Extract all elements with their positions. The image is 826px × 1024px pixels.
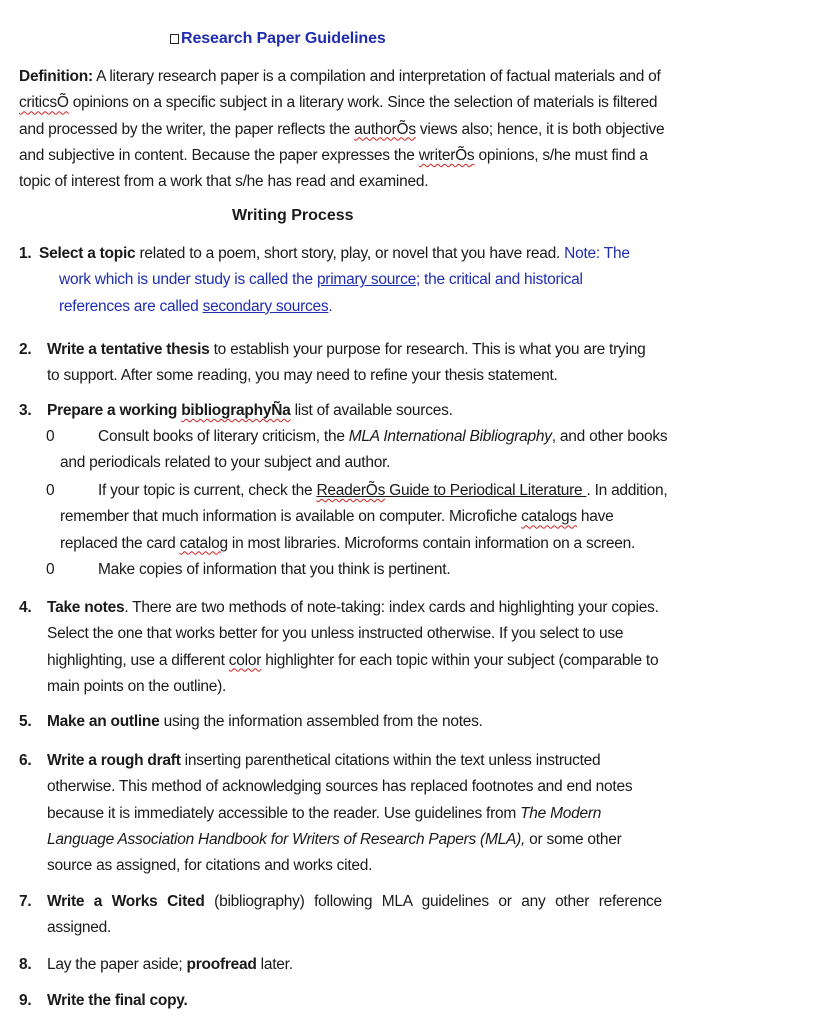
step-2 [19,337,809,390]
definition-text: views also; hence, it is both objective [415,120,665,138]
step-heading: Write a rough draft [47,752,181,769]
step-line [19,831,622,848]
step-number: 4. [19,599,32,616]
note-line [19,298,332,315]
subitem-text: replaced the card [60,534,180,552]
subitem-line [46,508,614,525]
bullet-marker: 0 [46,561,55,578]
step-text: list of available sources. [290,402,453,419]
misspelled-word[interactable]: color [228,651,262,669]
subitem-text: If your topic is current, check the [98,482,317,499]
step-heading: Write the final copy. [47,992,188,1009]
link-text: Guide to Periodical Literature [385,482,587,499]
step-number: 7. [19,893,32,910]
step-5 [19,709,809,735]
step-heading: Prepare a working [47,402,182,419]
secondary-sources-link[interactable]: secondary sources [202,297,329,315]
italic-title: MLA International Bibliography [348,428,552,445]
step-text: because it is immediately accessible to the reader. Use guidelines from [47,804,521,822]
section-heading: Writing Process [232,207,354,224]
step-heading: Take notes [47,599,125,616]
misspelled-word[interactable]: catalogs [521,508,577,526]
step-text: highlighter for each topic within your subject (comparable to [261,651,659,669]
step-text: (bibliography) following MLA guidelines or any other reference [204,893,662,910]
subitem-text: remember that much information is available on computer. Microfiche [60,508,522,526]
step-number: 9. [19,992,32,1009]
step-text: related to a poem, short story, play, or novel that you have read. [135,245,565,262]
subitem-text: , and other books [551,428,668,445]
step-text: to establish your purpose for research. This is what you are trying [209,341,646,358]
step-text: using the information assembled from the notes. [159,713,483,730]
step-8 [19,952,809,978]
bullet-marker: 0 [46,482,55,499]
document-title [170,30,386,48]
note-text: work which is under study is called the [59,271,317,289]
misspelled-word[interactable]: criticsÕ [19,94,69,112]
misspelled-word[interactable]: writerÕs [418,146,475,164]
step-number: 3. [19,402,32,419]
step-line [19,652,658,669]
step-text: Select the one that works better for you unless instructed otherwise. If you select to use [47,625,624,643]
note-text: ; the critical and historical [415,271,583,289]
step-text: source as assigned, for citations and works cited. [47,857,373,875]
subitem-text: have [576,508,614,526]
misspelled-word[interactable]: authorÕs [354,120,416,138]
step-text: main points on the outline). [47,677,227,695]
step-text: later. [256,956,293,973]
step-heading: proofread [186,956,257,973]
step-text: inserting parenthetical citations within the text unless instructed [180,752,601,769]
step-1 [19,241,809,320]
definition-text: and subjective in content. Because the paper expresses the [19,146,419,164]
missing-character-icon [170,34,179,44]
step-number: 8. [19,956,32,973]
subitem-line [46,535,635,552]
definition-paragraph [19,64,814,195]
subitem-text: Make copies of information that you think is pertinent. [98,561,451,578]
step-line [19,805,601,822]
step-6 [19,748,809,879]
step-number: 6. [19,752,32,769]
step-3-subitem-2 [46,478,816,557]
definition-label: Definition: [19,68,93,85]
step-9 [19,988,809,1014]
primary-source-link[interactable]: primary source [316,271,416,289]
bullet-marker: 0 [46,428,55,445]
step-4 [19,595,809,700]
step-number: 2. [19,341,32,358]
subitem-text: . In addition, [586,482,668,499]
step-heading: Make an outline [47,713,160,730]
definition-text: and processed by the writer, the paper reflects the [19,120,355,138]
step-text: . There are two methods of note-taking: index cards and highlighting your copies. [124,599,659,616]
step-text: or some other [525,830,622,848]
note-text: . [328,297,333,315]
step-heading: Write a Works Cited [47,893,205,910]
step-number: 5. [19,713,32,730]
misspelled-word[interactable]: catalog [179,534,228,552]
subitem-text: and periodicals related to your subject and author. [60,454,391,472]
title-text: Research Paper Guidelines [181,30,386,47]
step-3 [19,398,809,424]
step-text: otherwise. This method of acknowledging sources has replaced footnotes and end notes [47,778,633,796]
step-line [19,889,781,915]
step-heading: Write a tentative thesis [47,341,210,358]
subitem-text: in most libraries. Microforms contain information on a screen. [227,534,636,552]
step-3-subitem-3 [46,557,816,583]
note-text: Note: The [564,245,630,262]
italic-title: Language Association Handbook for Writers of Research Papers (MLA), [47,830,526,848]
readers-guide-link[interactable] [316,482,586,499]
step-heading: Select a topic [39,245,136,262]
step-text: highlighting, use a different [47,651,229,669]
step-text: assigned. [47,919,112,937]
step-number: 1. [19,245,32,262]
misspelled-word[interactable]: bibliographyÑa [181,402,291,419]
step-text: Lay the paper aside; [47,956,187,973]
step-3-subitem-1 [46,424,816,477]
step-7 [19,889,809,942]
misspelled-word[interactable]: ReaderÕs [316,482,386,499]
definition-text: opinions on a specific subject in a literary work. Since the selection of materials is filtered [72,94,658,112]
step-text: to support. After some reading, you may need to refine your thesis statement. [47,367,558,385]
italic-title: The Modern [520,804,602,822]
definition-text: A literary research paper is a compilation and interpretation of factual materials and of [92,68,661,85]
note-text: references are called [59,297,203,315]
note-line [19,271,583,288]
subitem-text: Consult books of literary criticism, the [98,428,349,445]
definition-text: opinions, s/he must find a [474,146,648,164]
definition-text: topic of interest from a work that s/he has read and examined. [19,173,429,191]
